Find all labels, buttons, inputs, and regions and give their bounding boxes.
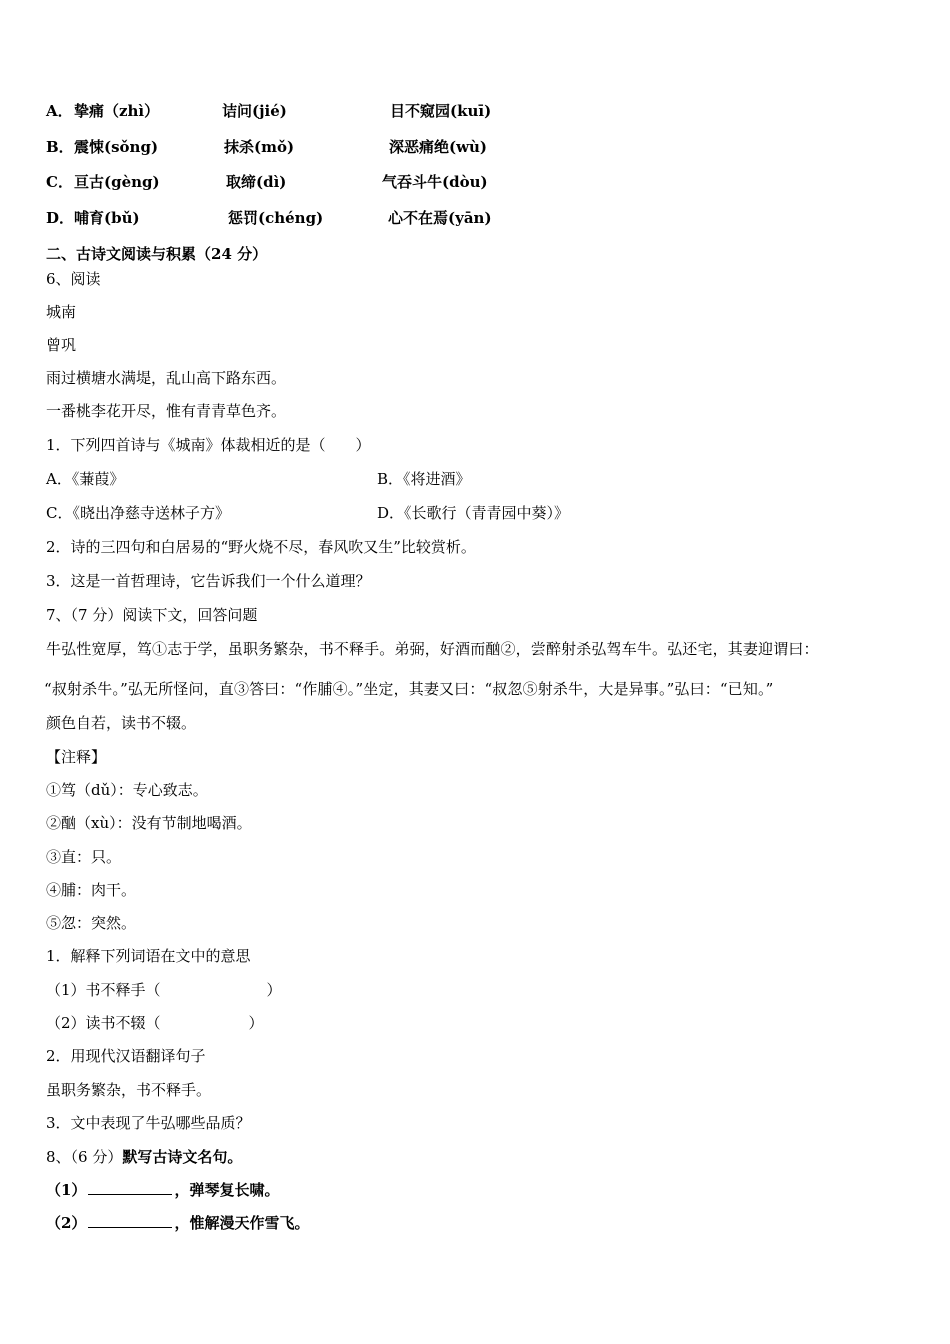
q8-line-2 [46,1213,309,1233]
option-a-word3: 目不窥园(kuī) [390,102,492,120]
q8-line-2-text: ，惟解漫天作雪飞。 [174,1214,310,1232]
note-3: ③直：只。 [46,848,122,866]
q7-sub1-item-2-prefix: （2）读书不辍（ [46,1014,161,1032]
q7-sub1-item-1-suffix: ） [266,981,282,999]
poem-author: 曾巩 [46,336,77,354]
option-d-word3: 心不在焉(yān) [388,209,492,227]
option-d-label: D． [46,209,75,227]
passage-line-1: 牛弘性宽厚，笃①志于学，虽职务繁杂，书不释手。弟弼，好酒而酗②，尝醉射杀弘驾车牛。弘还宅，其妻迎谓曰： [46,640,819,658]
note-2: ②酗（xù）：没有节制地喝酒。 [46,814,252,832]
q8-heading [46,1147,242,1167]
q8-heading-instruction: 默写古诗文名句。 [122,1148,243,1166]
poem-line-1: 雨过横塘水满堤，乱山高下路东西。 [46,369,287,387]
fill-blank-2[interactable] [88,1213,172,1228]
q7-sub2-sentence: 虽职务繁杂，书不释手。 [46,1081,212,1099]
option-b-word1: 震悚(sǒng) [74,138,159,156]
option-b-word3: 深恶痛绝(wù) [389,138,488,156]
note-1: ①笃（dǔ）：专心致志。 [46,781,208,799]
option-c-word2: 取缔(dì) [226,173,287,191]
q7-sub1-item-2 [46,1013,264,1033]
option-c-word1: 亘古(gèng) [74,173,160,191]
q8-line-1-text: ，弹琴复长啸。 [174,1181,280,1199]
option-c-word3: 气吞斗牛(dòu) [382,173,488,191]
section-2-title: 二、古诗文阅读与积累（24 分） [46,245,268,263]
option-a-word2: 诘问(jié) [222,102,287,120]
q7-sub2: 2．用现代汉语翻译句子 [46,1047,206,1065]
q7-sub3: 3．文中表现了牛弘哪些品质？ [46,1114,251,1132]
poem-line-2: 一番桃李花开尽，惟有青青草色齐。 [46,402,287,420]
q7-heading: 7、（7 分）阅读下文，回答问题 [46,606,258,624]
option-b-label: B． [46,138,74,156]
q7-sub1-item-1-prefix: （1）书不释手（ [46,981,161,999]
poem-title: 城南 [46,303,77,321]
q7-sub1-item-1 [46,980,282,1000]
option-d-word2: 惩罚(chéng) [228,209,324,227]
q8-line-1 [46,1180,279,1200]
q7-sub1: 1．解释下列词语在文中的意思 [46,947,251,965]
fill-blank-1[interactable] [88,1180,172,1195]
q6-choice-d: D．《长歌行（青青园中葵）》 [377,504,570,522]
option-b-word2: 抹杀(mǒ) [224,138,295,156]
q8-line-1-number: （1） [46,1181,87,1199]
passage-line-2: “叔射杀牛。”弘无所怪问，直③答曰：“作脯④。”坐定，其妻又曰：“叔忽⑤射杀牛，大是异事。”弘曰：“已知。” [44,680,774,698]
q6-sub1: 1．下列四首诗与《城南》体裁相近的是（ ） [46,436,371,454]
passage-line-3: 颜色自若，读书不辍。 [46,714,197,732]
q8-heading-prefix: 8、（6 分） [46,1148,123,1166]
q7-sub1-item-2-suffix: ） [248,1014,264,1032]
option-c-label: C． [46,173,73,191]
note-4: ④脯：肉干。 [46,881,137,899]
q6-heading: 6、阅读 [46,270,101,288]
note-5: ⑤忽：突然。 [46,914,137,932]
notes-heading: 【注释】 [46,748,107,766]
q6-choice-c: C．《晓出净慈寺送林子方》 [46,504,230,522]
q6-choice-b: B．《将进酒》 [377,470,471,488]
option-d-word1: 哺育(bǔ) [74,209,140,227]
q6-choice-a: A．《蒹葭》 [46,470,125,488]
option-a-word1: 挚痛（zhì） [74,102,160,120]
option-a-label: A． [46,102,73,120]
q6-sub2: 2．诗的三四句和白居易的“野火烧不尽，春风吹又生”比较赏析。 [46,538,476,556]
q6-sub3: 3．这是一首哲理诗，它告诉我们一个什么道理？ [46,572,371,590]
q8-line-2-number: （2） [46,1214,87,1232]
